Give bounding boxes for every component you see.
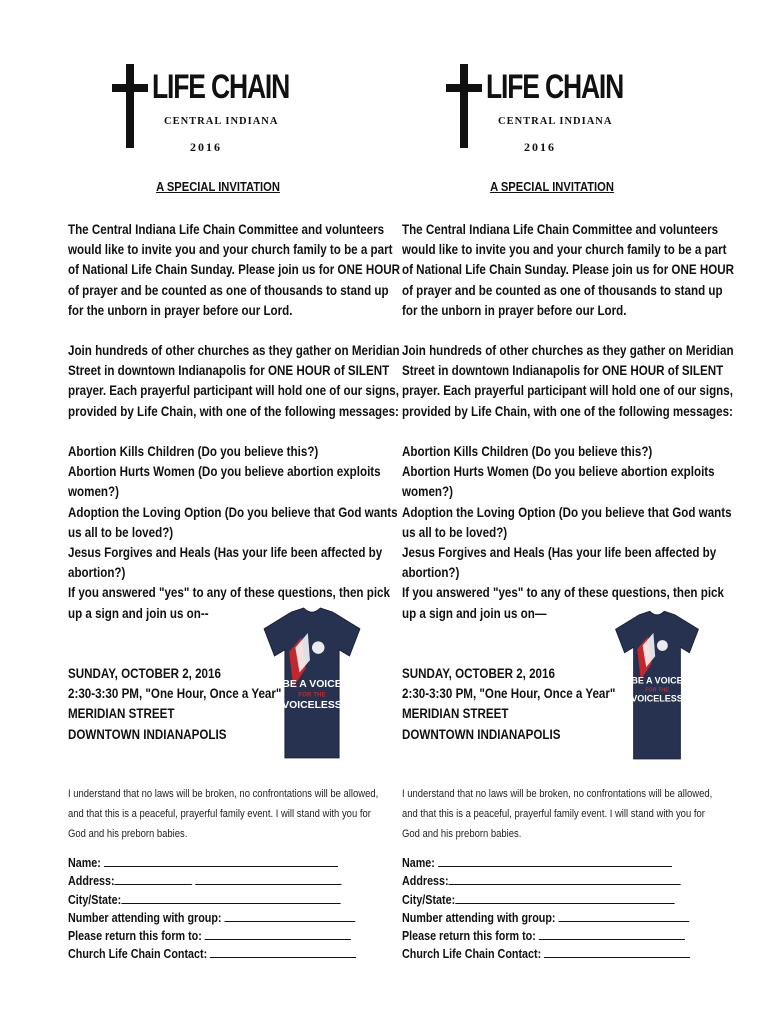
text-line: Adoption the Loving Option (Do you believe that God wants: [402, 504, 732, 520]
text-line: prayer. Each prayerful participant will hold one of our signs,: [402, 383, 733, 399]
number-attending-field[interactable]: [68, 909, 343, 927]
city-state-field[interactable]: [402, 891, 677, 909]
field-label: Name:: [402, 856, 435, 870]
text-line: provided by Life Chain, with one of the following messages:: [68, 403, 399, 419]
event-time: 2:30-3:30 PM, "One Hour, Once a Year": [68, 686, 282, 702]
text-line: provided by Life Chain, with one of the following messages:: [402, 403, 733, 419]
field-label: Church Life Chain Contact:: [68, 947, 208, 962]
text-line: Abortion Kills Children (Do you believe this?): [68, 444, 319, 459]
invitation-left: [68, 0, 401, 1024]
text-line: and that this is a peaceful, prayerful family event. I will stand with you for: [68, 808, 371, 820]
text-line: Join hundreds of other churches as they gather on Meridian: [402, 343, 734, 358]
event-details: [68, 664, 360, 745]
invitation-title: A SPECIAL INVITATION: [156, 179, 280, 194]
field-label: City/State:: [402, 892, 456, 907]
shirt-line: VOICELESS: [631, 693, 683, 704]
text-line: Abortion Kills Children (Do you believe this?): [402, 444, 653, 459]
text-line: Street in downtown Indianapolis for ONE HOUR of SILENT: [402, 363, 724, 379]
field-label: Name:: [68, 856, 101, 870]
text-line: of prayer and be counted as one of thousands to stand up: [402, 282, 723, 298]
text-line: Abortion Hurts Women (Do you believe abortion exploits: [402, 464, 715, 480]
shirt-line: FOR THE: [645, 687, 669, 694]
text-line: of National Life Chain Sunday. Please join us for ONE HOUR: [68, 262, 401, 278]
text-line: women?): [68, 484, 119, 500]
logo-title: LIFE CHAIN: [486, 68, 624, 106]
field-label: Church Life Chain Contact:: [402, 947, 542, 962]
text-line: of prayer and be counted as one of thousands to stand up: [68, 282, 389, 298]
messages-list: [402, 442, 732, 624]
logo-year: 2016: [524, 140, 556, 154]
signup-form: [68, 854, 343, 964]
name-field[interactable]: [402, 854, 677, 872]
field-label: Address:: [68, 874, 115, 889]
text-line: The Central Indiana Life Chain Committee and volunteers: [402, 222, 719, 237]
event-street: MERIDIAN STREET: [68, 706, 175, 722]
logo-subtitle: CENTRAL INDIANA: [498, 116, 613, 127]
text-line: God and his preborn babies.: [402, 828, 522, 840]
text-line: and that this is a peaceful, prayerful family event. I will stand with you for: [402, 808, 705, 820]
pledge-text: [402, 784, 713, 844]
shirt-line: FOR THE: [298, 691, 326, 699]
text-line: for the unborn in prayer before our Lord.: [402, 302, 627, 318]
text-line: for the unborn in prayer before our Lord.: [68, 302, 293, 318]
text-line: The Central Indiana Life Chain Committee and volunteers: [68, 222, 385, 237]
shirt-line: VOICELESS: [282, 699, 342, 711]
number-attending-field[interactable]: [402, 909, 677, 927]
intro-paragraph: [68, 220, 401, 321]
field-label: Number attending with group:: [68, 910, 222, 925]
text-line: abortion?): [402, 565, 460, 581]
text-line: would like to invite you and your church family to be a part: [402, 242, 727, 258]
event-details: [402, 664, 694, 745]
text-line: us all to be loved?): [402, 524, 508, 540]
event-date: SUNDAY, OCTOBER 2, 2016: [68, 666, 221, 681]
return-to-field[interactable]: [402, 927, 677, 945]
field-label: Address:: [402, 874, 449, 889]
event-city: DOWNTOWN INDIANAPOLIS: [402, 726, 561, 742]
shirt-line: BE A VOICE: [282, 679, 342, 691]
text-line: prayer. Each prayerful participant will hold one of our signs,: [68, 383, 399, 399]
text-line: us all to be loved?): [68, 524, 174, 540]
invitation-title: A SPECIAL INVITATION: [490, 179, 614, 194]
text-line: Adoption the Loving Option (Do you believe that God wants: [68, 504, 398, 520]
city-state-field[interactable]: [68, 891, 343, 909]
field-label: Number attending with group:: [402, 910, 556, 925]
gather-paragraph: [402, 341, 734, 422]
invitation-right: [402, 0, 735, 1024]
field-label: City/State:: [68, 892, 122, 907]
event-time: 2:30-3:30 PM, "One Hour, Once a Year": [402, 686, 616, 702]
contact-field[interactable]: [402, 945, 677, 963]
cross-icon: [446, 64, 482, 148]
text-line: of National Life Chain Sunday. Please join us for ONE HOUR: [402, 262, 735, 278]
pledge-text: [68, 784, 379, 844]
text-line: Street in downtown Indianapolis for ONE HOUR of SILENT: [68, 363, 390, 379]
address-field[interactable]: [68, 872, 343, 890]
text-line: up a sign and join us on--: [68, 605, 209, 621]
cross-icon: [112, 64, 148, 148]
gather-paragraph: [68, 341, 400, 422]
text-line: I understand that no laws will be broken, no confrontations will be allowed,: [68, 788, 379, 800]
text-line: women?): [402, 484, 453, 500]
text-line: I understand that no laws will be broken, no confrontations will be allowed,: [402, 788, 713, 800]
intro-paragraph: [402, 220, 735, 321]
text-line: would like to invite you and your church family to be a part: [68, 242, 393, 258]
logo-subtitle: CENTRAL INDIANA: [164, 116, 279, 127]
event-date: SUNDAY, OCTOBER 2, 2016: [402, 666, 555, 681]
field-label: Please return this form to:: [402, 929, 536, 944]
contact-field[interactable]: [68, 945, 343, 963]
text-line: Jesus Forgives and Heals (Has your life been affected by: [402, 545, 717, 561]
logo-title: LIFE CHAIN: [152, 68, 290, 106]
text-line: up a sign and join us on—: [402, 605, 547, 621]
text-line: If you answered "yes" to any of these questions, then pick: [68, 585, 390, 601]
return-to-field[interactable]: [68, 927, 343, 945]
text-line: Abortion Hurts Women (Do you believe abortion exploits: [68, 464, 381, 480]
messages-list: [68, 442, 398, 624]
address-field[interactable]: [402, 872, 677, 890]
shirt-line: BE A VOICE: [631, 675, 683, 686]
event-city: DOWNTOWN INDIANAPOLIS: [68, 726, 227, 742]
text-line: If you answered "yes" to any of these questions, then pick: [402, 585, 724, 601]
text-line: abortion?): [68, 565, 126, 581]
text-line: God and his preborn babies.: [68, 828, 188, 840]
text-line: Jesus Forgives and Heals (Has your life been affected by: [68, 545, 383, 561]
field-label: Please return this form to:: [68, 929, 202, 944]
event-street: MERIDIAN STREET: [402, 706, 509, 722]
life-chain-logo: [446, 64, 626, 156]
signup-form: [402, 854, 677, 964]
life-chain-logo: [112, 64, 292, 156]
logo-year: 2016: [190, 140, 222, 154]
name-field[interactable]: [68, 854, 343, 872]
text-line: Join hundreds of other churches as they gather on Meridian: [68, 343, 400, 358]
